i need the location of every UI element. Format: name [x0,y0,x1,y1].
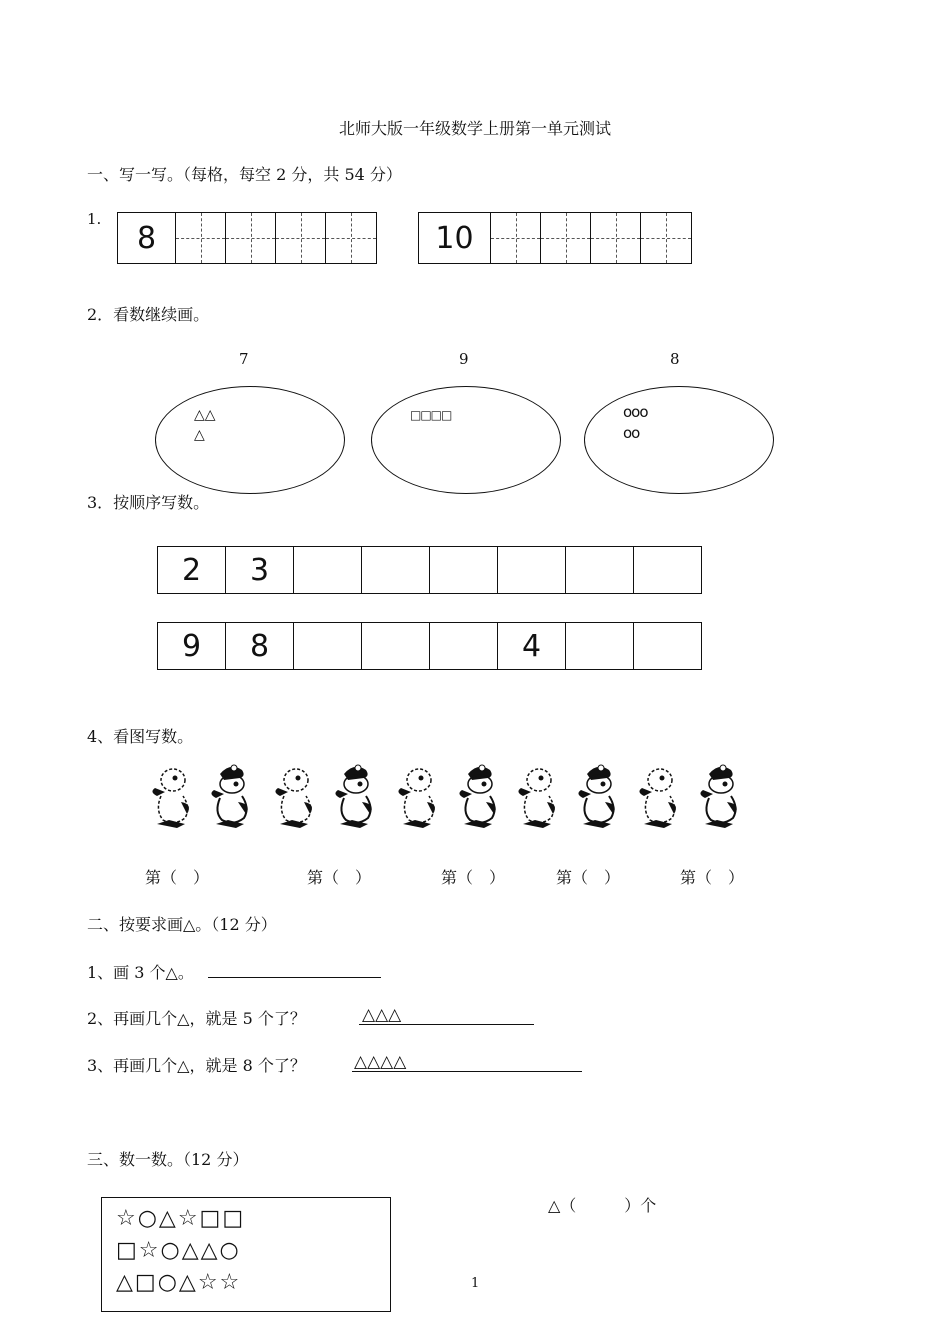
ordinal-blank[interactable]: 第（ ） [145,868,210,887]
answer-line[interactable] [359,1024,534,1025]
q2-label: 2．看数继续画。 [87,305,210,324]
group-number: 7 [239,350,249,368]
ordinal-blank[interactable]: 第（ ） [680,868,745,887]
duck-icon [147,762,197,834]
count-shapes-box [101,1197,391,1312]
shape-row: △□○△☆☆ [116,1270,242,1295]
sequence-cell[interactable] [294,547,362,593]
sequence-cell: 4 [498,623,566,669]
sequence-cell[interactable] [362,547,430,593]
drawing-ellipse[interactable] [371,386,561,494]
duck-hat-icon [454,762,504,834]
sequence-cell[interactable] [362,623,430,669]
given-triangles: △△△ [362,1005,402,1025]
circle-shapes: ooo oo [623,403,648,442]
duck-hat-icon [206,762,256,834]
grid-cell[interactable] [641,213,691,263]
sequence-row-ascending [157,546,702,594]
ordinal-blank[interactable]: 第（ ） [556,868,621,887]
page-number: 1 [471,1276,480,1291]
sequence-cell[interactable] [566,623,634,669]
grid-start-number: 8 [118,213,176,263]
duck-icon [393,762,443,834]
given-triangles: △△△△ [354,1052,407,1072]
page-title: 北师大版一年级数学上册第一单元测试 [338,119,611,138]
answer-line[interactable] [208,977,381,978]
grid-cell[interactable] [226,213,276,263]
sequence-cell[interactable] [634,547,701,593]
sequence-cell[interactable] [634,623,701,669]
grid-cell[interactable] [326,213,376,263]
draw-item-text: 3、再画几个△，就是 8 个了？ [87,1056,306,1075]
sequence-cell: 2 [158,547,226,593]
draw-item-text: 2、再画几个△，就是 5 个了？ [87,1009,306,1028]
ordinal-blank[interactable]: 第（ ） [441,868,506,887]
sequence-cell[interactable] [430,547,498,593]
sequence-cell[interactable] [430,623,498,669]
duck-hat-icon [573,762,623,834]
section2-heading: 二、按要求画△。（12 分） [87,915,277,934]
draw-item-text: 1、画 3 个△。 [87,963,194,982]
duck-hat-icon [695,762,745,834]
sequence-cell: 8 [226,623,294,669]
q4-label: 4、看图写数。 [87,727,194,746]
drawing-ellipse[interactable] [584,386,774,494]
sequence-cell: 9 [158,623,226,669]
grid-cell[interactable] [591,213,641,263]
group-number: 9 [459,350,469,368]
q3-label: 3．按顺序写数。 [87,493,210,512]
writing-grid-8 [117,212,377,264]
sequence-cell[interactable] [498,547,566,593]
drawing-ellipse[interactable] [155,386,345,494]
triangle-count-blank[interactable]: △（ ）个 [548,1196,657,1215]
sequence-cell[interactable] [566,547,634,593]
triangle-shapes: △△ △ [194,407,216,443]
grid-start-number: 10 [419,213,491,263]
square-shapes: □□□□ [410,408,452,422]
shape-row: ☆○△☆□□ [116,1206,246,1231]
grid-cell[interactable] [491,213,541,263]
ordinal-blank[interactable]: 第（ ） [307,868,372,887]
sequence-row-descending [157,622,702,670]
writing-grid-10 [418,212,692,264]
shape-row: □☆○△△○ [116,1238,241,1263]
section1-heading: 一、写一写。（每格，每空 2 分，共 54 分） [87,165,402,184]
group-number: 8 [670,350,680,368]
duck-icon [270,762,320,834]
duck-hat-icon [330,762,380,834]
answer-line[interactable] [352,1071,582,1072]
section3-heading: 三、数一数。（12 分） [87,1150,249,1169]
sequence-cell[interactable] [294,623,362,669]
grid-cell[interactable] [276,213,326,263]
grid-cell[interactable] [541,213,591,263]
duck-icon [513,762,563,834]
duck-icon [634,762,684,834]
sequence-cell: 3 [226,547,294,593]
q1-label: 1. [87,210,102,228]
grid-cell[interactable] [176,213,226,263]
